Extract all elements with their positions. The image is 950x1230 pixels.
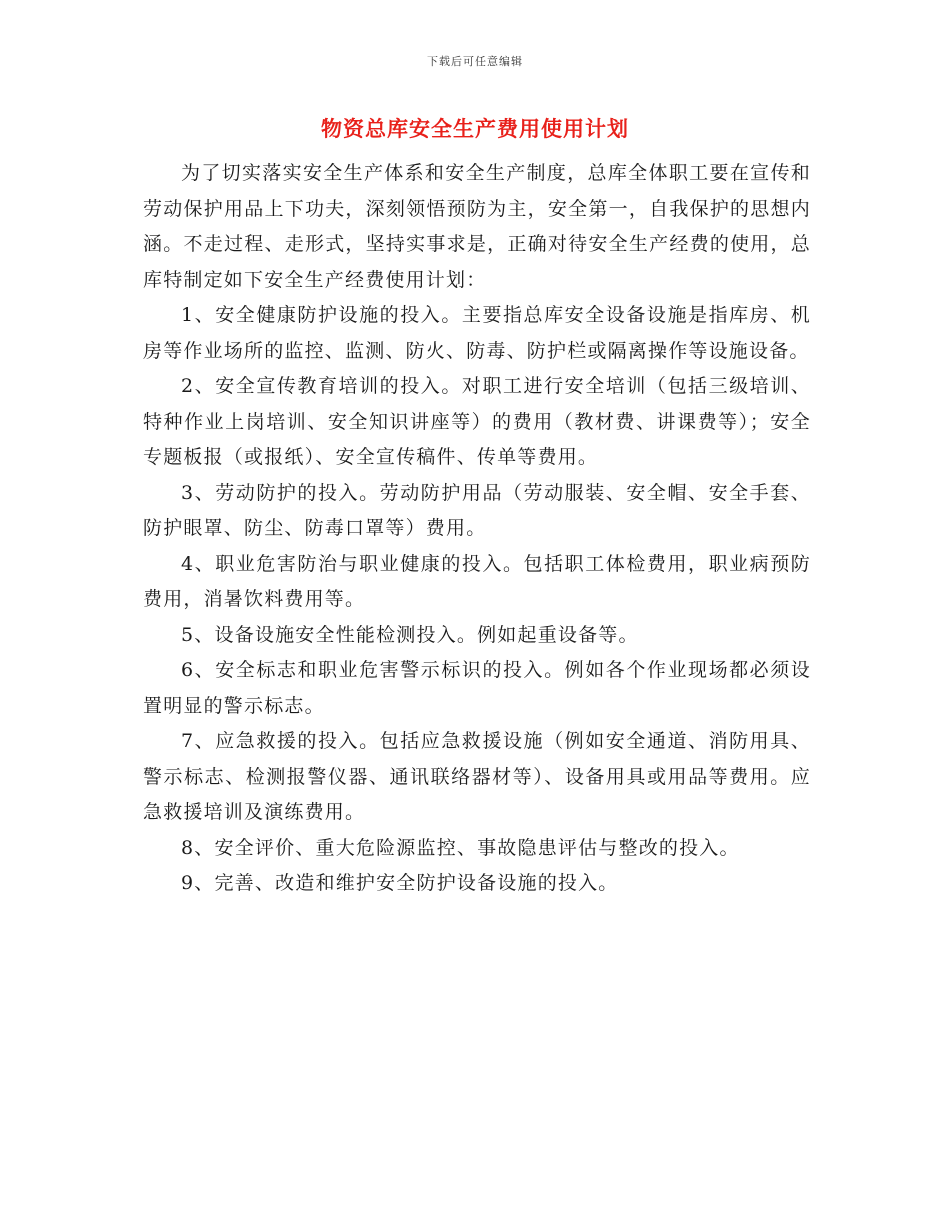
list-item-5: 5、设备设施安全性能检测投入。例如起重设备等。 — [181, 623, 639, 646]
list-item-3: 3、劳动防护的投入。劳动防护用品（劳动服装、安全帽、安全手套、防护眼罩、防尘、防毒口罩等）费用。 — [143, 481, 811, 539]
list-item-2: 2、安全宣传教育培训的投入。对职工进行安全培训（包括三级培训、特种作业上岗培训、安全知识讲座等）的费用（教材费、讲课费等）；安全专题板报（或报纸）、安全宣传稿件、传单等费用。 — [143, 375, 811, 468]
list-item-8: 8、安全评价、重大危险源监控、事故隐患评估与整改的投入。 — [181, 836, 740, 859]
list-item-9: 9、完善、改造和维护安全防护设备设施的投入。 — [181, 872, 619, 894]
document-title: 物资总库安全生产费用使用计划 — [321, 116, 629, 141]
document-body — [143, 156, 811, 902]
list-item-6: 6、安全标志和职业危害警示标识的投入。例如各个作业现场都必须设置明显的警示标志。 — [143, 659, 811, 717]
list-item-4: 4、职业危害防治与职业健康的投入。包括职工体检费用，职业病预防费用，消暑饮料费用等。 — [143, 552, 811, 610]
list-item-7: 7、应急救援的投入。包括应急救援设施（例如安全通道、消防用具、警示标志、检测报警仪器、通讯联络器材等）、设备用具或用品等费用。应急救援培训及演练费用。 — [143, 730, 811, 823]
intro-paragraph: 为了切实落实安全生产体系和安全生产制度，总库全体职工要在宣传和劳动保护用品上下功夫，深刻领悟预防为主，安全第一，自我保护的思想内涵。不走过程、走形式，坚持实事求是，正确对待安全生产经费的使用，总库特制定如下安全生产经费使用计划： — [143, 162, 811, 291]
page-header-note: 下载后可任意编辑 — [427, 55, 523, 68]
list-item-1: 1、安全健康防护设施的投入。主要指总库安全设备设施是指库房、机房等作业场所的监控、监测、防火、防毒、防护栏或隔离操作等设施设备。 — [143, 304, 811, 362]
